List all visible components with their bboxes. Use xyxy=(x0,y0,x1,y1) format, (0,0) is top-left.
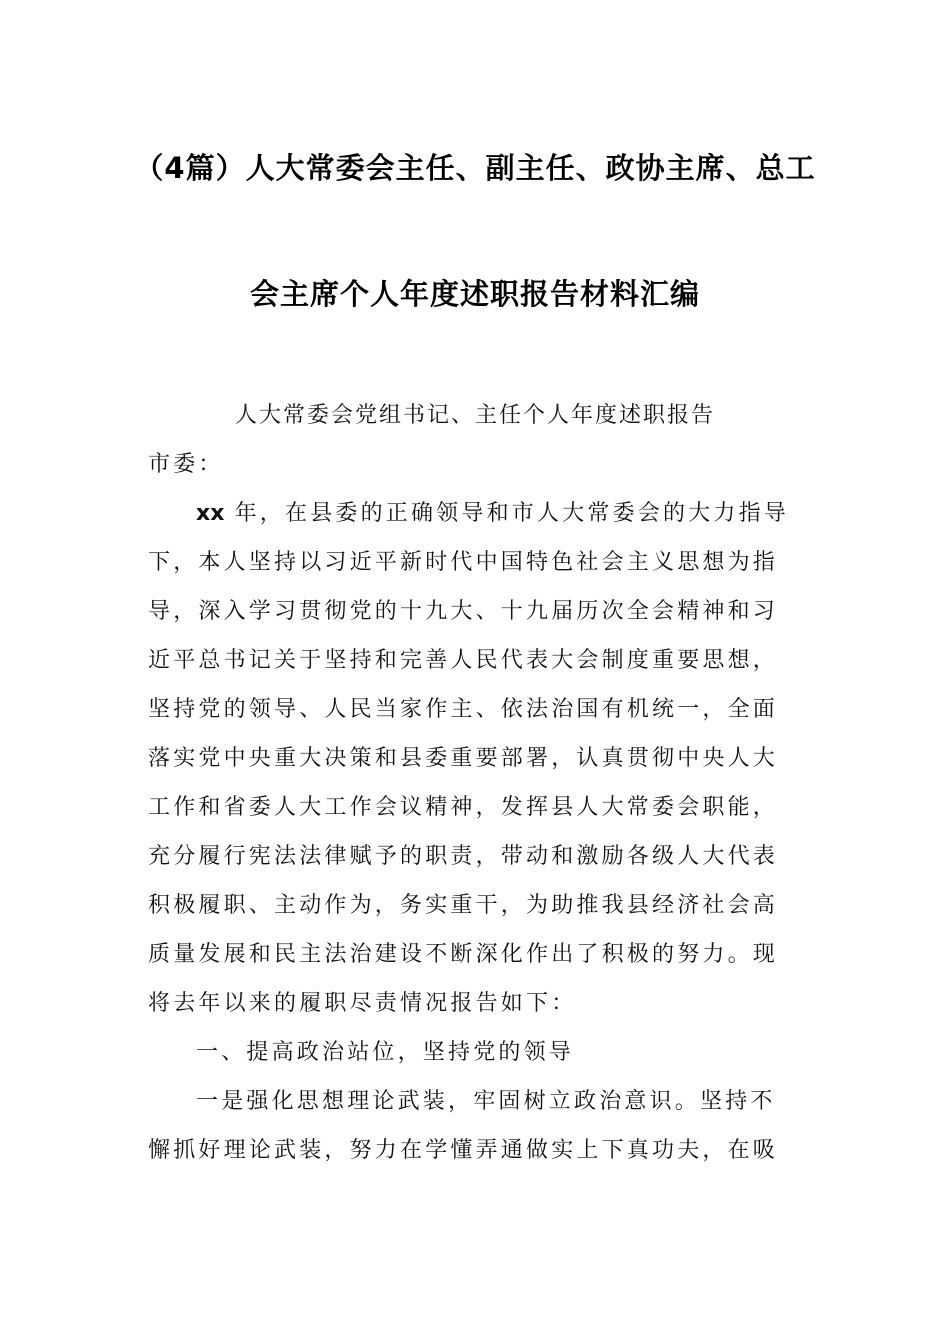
salutation: 市委： xyxy=(148,452,224,477)
paragraph-line: xx 年，在县委的正确领导和市人大常委会的大力指导 xyxy=(196,501,789,526)
year-placeholder: xx xyxy=(196,501,225,526)
paragraph-line: 落实党中央重大决策和县委重要部署，认真贯彻中央人大 xyxy=(148,746,779,771)
paragraph-line: 将去年以来的履职尽责情况报告如下： xyxy=(148,991,577,1016)
paragraph-line: 工作和省委人大工作会议精神，发挥县人大常委会职能， xyxy=(148,795,779,820)
paragraph-line: 坚持党的领导、人民当家作主、依法治国有机统一，全面 xyxy=(148,697,779,722)
paragraph-line: 充分履行宪法法律赋予的职责，带动和激励各级人大代表 xyxy=(148,844,779,869)
section-heading: 一、提高政治站位，坚持党的领导 xyxy=(196,1040,575,1065)
report-subtitle: 人大常委会党组书记、主任个人年度述职报告 xyxy=(234,403,715,428)
document-title-line-2: 会主席个人年度述职报告材料汇编 xyxy=(249,277,700,311)
paragraph-line: 懈抓好理论武装，努力在学懂弄通做实上下真功夫，在吸 xyxy=(148,1138,779,1163)
paragraph-line: 下，本人坚持以习近平新时代中国特色社会主义思想为指 xyxy=(148,550,779,575)
paragraph-line: 导，深入学习贯彻党的十九大、十九届历次全会精神和习 xyxy=(148,599,779,624)
paragraph-line: 一是强化思想理论武装，牢固树立政治意识。坚持不 xyxy=(196,1089,776,1114)
paragraph-line: 积极履职、主动作为，务实重干，为助推我县经济社会高 xyxy=(148,893,779,918)
document-title-line-1: （4篇）人大常委会主任、副主任、政协主席、总工 xyxy=(134,151,816,185)
paragraph-line: 质量发展和民主法治建设不断深化作出了积极的努力。现 xyxy=(148,942,779,967)
paragraph-line: 近平总书记关于坚持和完善人民代表大会制度重要思想， xyxy=(148,648,779,673)
